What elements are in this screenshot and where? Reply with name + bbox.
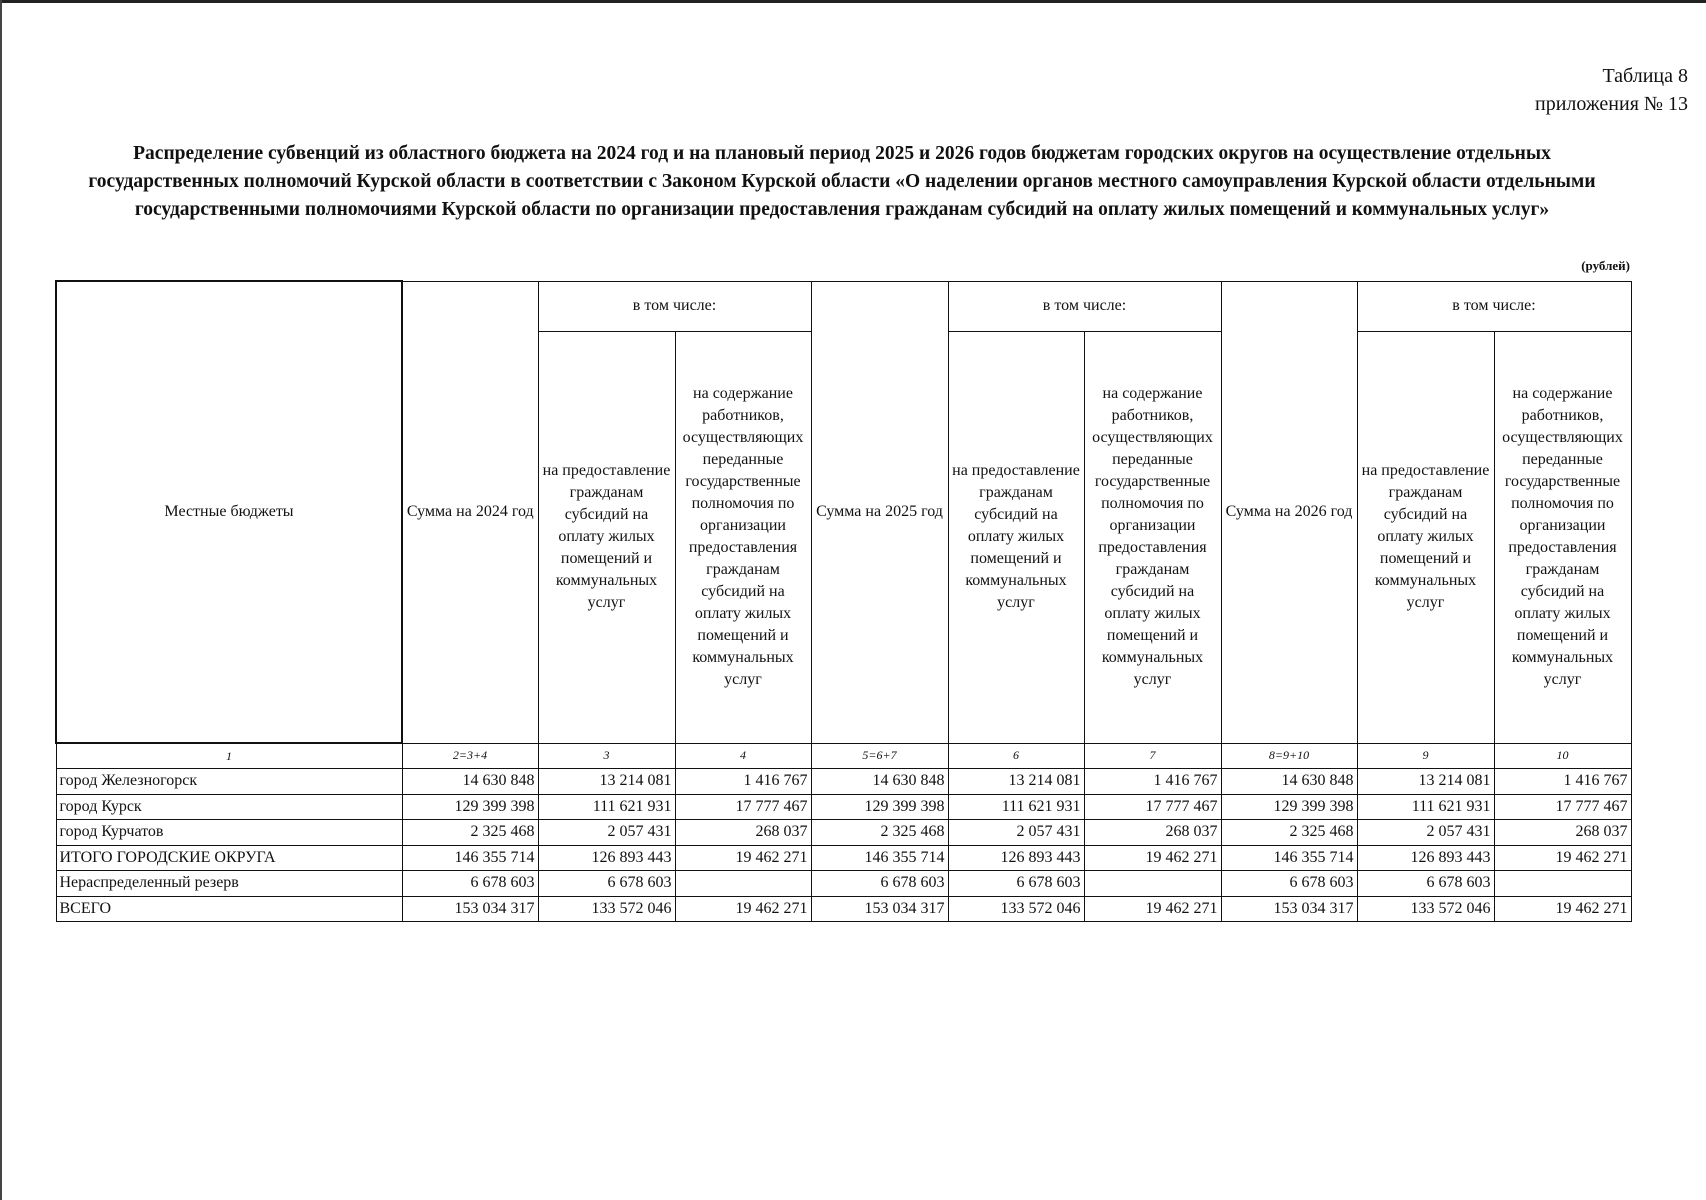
cell-value: 13 214 081 — [538, 769, 675, 795]
cell-value: 1 416 767 — [1084, 769, 1221, 795]
cell-value: 146 355 714 — [811, 845, 948, 871]
column-number: 7 — [1084, 743, 1221, 769]
cell-value: 6 678 603 — [948, 871, 1084, 897]
cell-value: 146 355 714 — [1221, 845, 1357, 871]
header-provision-2025: на предоставление гражданам субсидий на оплату жилых помещений и коммунальных услуг — [948, 331, 1084, 743]
cell-value: 133 572 046 — [1357, 896, 1494, 922]
cell-value: 2 057 431 — [1357, 820, 1494, 846]
cell-value: 6 678 603 — [1357, 871, 1494, 897]
table-row-kursk — [56, 794, 1631, 820]
header-staff-2025: на содержание работников, осуществляющих переданные государственные полномочия по организации предоставления гражданам субсидий на оплату жилых помещений и коммунальных услуг — [1084, 331, 1221, 743]
cell-value — [675, 871, 811, 897]
cell-value: 19 462 271 — [1494, 845, 1631, 871]
cell-value: 129 399 398 — [402, 794, 538, 820]
cell-value: 129 399 398 — [1221, 794, 1357, 820]
header-staff-2024: на содержание работников, осуществляющих переданные государственные полномочия по организации предоставления гражданам субсидий на оплату жилых помещений и коммунальных услуг — [675, 331, 811, 743]
table-row-total-city-districts — [56, 845, 1631, 871]
cell-value: 19 462 271 — [1494, 896, 1631, 922]
cell-value: 2 057 431 — [948, 820, 1084, 846]
row-label: ВСЕГО — [56, 896, 402, 922]
subvention-table — [55, 280, 1632, 922]
header-sum-2024: Сумма на 2024 год — [402, 281, 538, 743]
cell-value: 2 325 468 — [811, 820, 948, 846]
column-number-row — [56, 743, 1631, 769]
cell-value: 2 325 468 — [1221, 820, 1357, 846]
cell-value: 17 777 467 — [1494, 794, 1631, 820]
cell-value: 13 214 081 — [948, 769, 1084, 795]
page-left-edge — [0, 0, 2, 1200]
cell-value: 111 621 931 — [1357, 794, 1494, 820]
cell-value: 6 678 603 — [1221, 871, 1357, 897]
cell-value: 146 355 714 — [402, 845, 538, 871]
table-label: Таблица 8 — [1602, 65, 1688, 87]
cell-value — [1084, 871, 1221, 897]
cell-value: 6 678 603 — [402, 871, 538, 897]
row-label: город Курчатов — [56, 820, 402, 846]
header-sum-2025: Сумма на 2025 год — [811, 281, 948, 743]
cell-value: 268 037 — [675, 820, 811, 846]
cell-value: 268 037 — [1084, 820, 1221, 846]
cell-value: 111 621 931 — [948, 794, 1084, 820]
header-local-budgets: Местные бюджеты — [56, 281, 402, 743]
page-top-edge — [0, 0, 1706, 3]
table-reference — [1535, 62, 1688, 118]
row-label: Нераспределенный резерв — [56, 871, 402, 897]
cell-value: 19 462 271 — [1084, 845, 1221, 871]
table-row-kurchatov — [56, 820, 1631, 846]
cell-value: 153 034 317 — [811, 896, 948, 922]
cell-value: 153 034 317 — [1221, 896, 1357, 922]
cell-value: 268 037 — [1494, 820, 1631, 846]
header-staff-2026: на содержание работников, осуществляющих переданные государственные полномочия по организации предоставления гражданам субсидий на оплату жилых помещений и коммунальных услуг — [1494, 331, 1631, 743]
cell-value: 126 893 443 — [1357, 845, 1494, 871]
cell-value: 6 678 603 — [811, 871, 948, 897]
cell-value: 19 462 271 — [1084, 896, 1221, 922]
header-including-2026: в том числе: — [1357, 281, 1631, 331]
cell-value: 14 630 848 — [402, 769, 538, 795]
cell-value: 133 572 046 — [948, 896, 1084, 922]
table-row-zheleznogorsk — [56, 769, 1631, 795]
header-provision-2026: на предоставление гражданам субсидий на оплату жилых помещений и коммунальных услуг — [1357, 331, 1494, 743]
row-label: ИТОГО ГОРОДСКИЕ ОКРУГА — [56, 845, 402, 871]
header-including-2024: в том числе: — [538, 281, 811, 331]
cell-value: 126 893 443 — [538, 845, 675, 871]
cell-value: 129 399 398 — [811, 794, 948, 820]
column-number: 2=3+4 — [402, 743, 538, 769]
table-row-grand-total — [56, 896, 1631, 922]
cell-value: 133 572 046 — [538, 896, 675, 922]
column-number: 8=9+10 — [1221, 743, 1357, 769]
cell-value: 19 462 271 — [675, 896, 811, 922]
cell-value: 17 777 467 — [1084, 794, 1221, 820]
column-number: 3 — [538, 743, 675, 769]
column-number: 4 — [675, 743, 811, 769]
cell-value: 153 034 317 — [402, 896, 538, 922]
cell-value: 14 630 848 — [1221, 769, 1357, 795]
cell-value: 126 893 443 — [948, 845, 1084, 871]
column-number: 1 — [56, 743, 402, 769]
cell-value: 13 214 081 — [1357, 769, 1494, 795]
cell-value: 1 416 767 — [675, 769, 811, 795]
header-including-2025: в том числе: — [948, 281, 1221, 331]
units-label: (рублей) — [1581, 258, 1630, 273]
cell-value: 1 416 767 — [1494, 769, 1631, 795]
column-number: 9 — [1357, 743, 1494, 769]
cell-value: 111 621 931 — [538, 794, 675, 820]
cell-value: 19 462 271 — [675, 845, 811, 871]
cell-value: 17 777 467 — [675, 794, 811, 820]
cell-value: 14 630 848 — [811, 769, 948, 795]
cell-value — [1494, 871, 1631, 897]
appendix-label: приложения № 13 — [1534, 93, 1688, 115]
header-provision-2024: на предоставление гражданам субсидий на оплату жилых помещений и коммунальных услуг — [538, 331, 675, 743]
cell-value: 2 057 431 — [538, 820, 675, 846]
row-label: город Курск — [56, 794, 402, 820]
column-number: 10 — [1494, 743, 1631, 769]
document-title: Распределение субвенций из областного бюджета на 2024 год и на плановый период 2025 и 2026 годов бюджетам городских округов на осуществление отдельных государственных полномочий Курской области в соответствии с Законом Курской области «О наделении органов местного самоуправления Курской области отдельными государственными полномочиями Курской области по организации предоставления гражданам субсидий на оплату жилых помещений и коммунальных услуг» — [88, 143, 1596, 220]
column-number: 6 — [948, 743, 1084, 769]
column-number: 5=6+7 — [811, 743, 948, 769]
header-sum-2026: Сумма на 2026 год — [1221, 281, 1357, 743]
cell-value: 2 325 468 — [402, 820, 538, 846]
cell-value: 6 678 603 — [538, 871, 675, 897]
row-label: город Железногорск — [56, 769, 402, 795]
table-row-reserve — [56, 871, 1631, 897]
